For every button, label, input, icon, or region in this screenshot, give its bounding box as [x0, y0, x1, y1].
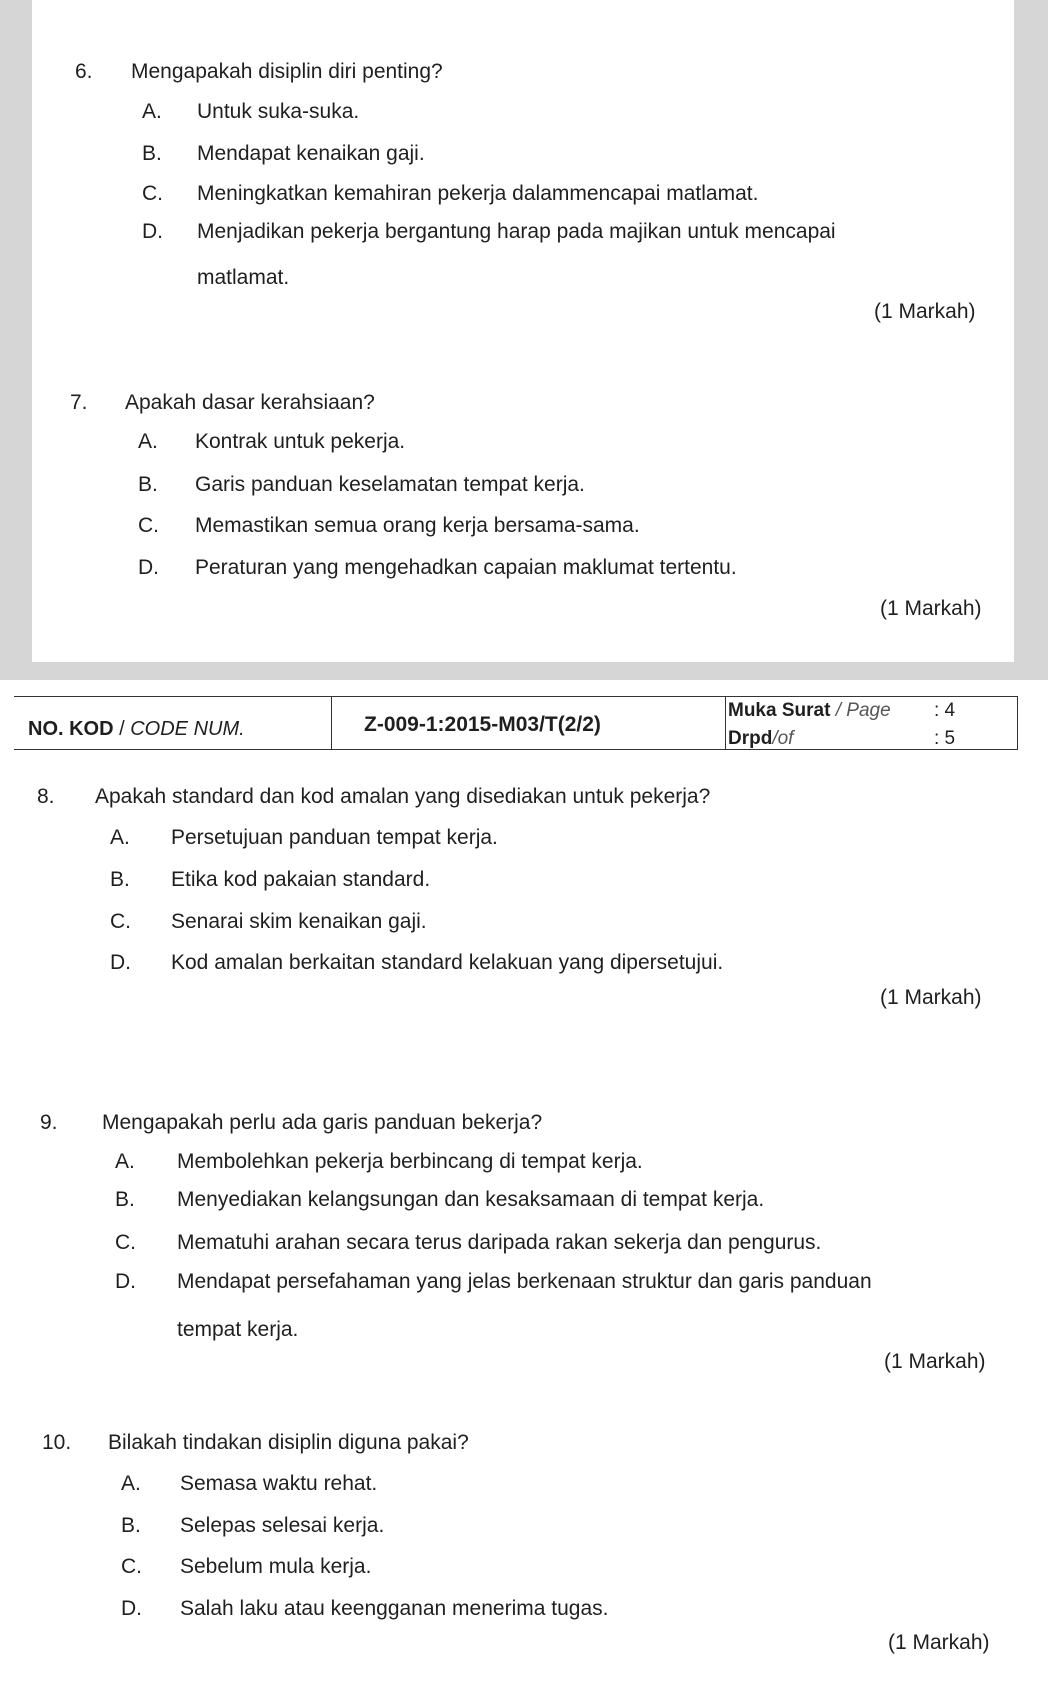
option-letter: C. [121, 1555, 142, 1578]
code-label-sep: / [113, 718, 131, 740]
question-number: 9. [40, 1111, 58, 1134]
option-text: Menyediakan kelangsungan dan kesaksamaan di tempat kerja. [177, 1188, 765, 1211]
marks-label: (1 Markah) [874, 300, 976, 323]
marks-label: (1 Markah) [880, 986, 982, 1009]
option-letter: D. [138, 556, 159, 579]
option-text: Meningkatkan kemahiran pekerja dalammencapai matlamat. [197, 182, 759, 205]
of-label-sep: / [772, 728, 778, 749]
option-letter: A. [110, 826, 130, 849]
option-letter: A. [142, 100, 162, 123]
option-letter: C. [142, 182, 163, 205]
option-letter: A. [121, 1472, 141, 1495]
question-stem: Bilakah tindakan disiplin diguna pakai? [108, 1431, 469, 1454]
option-text: Peraturan yang mengehadkan capaian maklumat tertentu. [195, 556, 737, 579]
page-label-sep: / [830, 700, 847, 721]
option-letter: D. [142, 220, 163, 243]
question-stem: Mengapakah disiplin diri penting? [131, 60, 443, 83]
option-text: Senarai skim kenaikan gaji. [171, 910, 427, 933]
option-text: Semasa waktu rehat. [180, 1472, 378, 1495]
code-label-italic: CODE NUM. [130, 718, 245, 740]
question-stem: Apakah dasar kerahsiaan? [125, 391, 375, 414]
option-text: Selepas selesai kerja. [180, 1514, 385, 1537]
option-text: Memastikan semua orang kerja bersama-sama. [195, 514, 640, 537]
option-letter: B. [121, 1514, 141, 1537]
option-letter: B. [142, 142, 162, 165]
option-letter: B. [138, 473, 158, 496]
marks-label: (1 Markah) [884, 1350, 986, 1373]
exam-page-bottom [0, 680, 1048, 1686]
option-letter: D. [121, 1597, 142, 1620]
option-letter: D. [115, 1270, 136, 1293]
option-letter: C. [138, 514, 159, 537]
page-number: : 4 [934, 700, 956, 721]
option-text: Garis panduan keselamatan tempat kerja. [195, 473, 585, 496]
option-text: Kod amalan berkaitan standard kelakuan yang dipersetujui. [171, 951, 724, 974]
page-label-italic: Page [846, 700, 891, 721]
of-label-bold: Drpd [728, 728, 773, 749]
option-text: Menjadikan pekerja bergantung harap pada majikan untuk mencapai [197, 220, 836, 243]
option-letter: C. [110, 910, 131, 933]
option-letter: C. [115, 1231, 136, 1254]
option-text: Etika kod pakaian standard. [171, 868, 431, 891]
option-d-continuation: matlamat. [197, 266, 290, 289]
option-letter: B. [115, 1188, 135, 1211]
option-text: Persetujuan panduan tempat kerja. [171, 826, 498, 849]
question-number: 6. [75, 60, 93, 83]
marks-label: (1 Markah) [880, 597, 982, 620]
option-letter: B. [110, 868, 130, 891]
option-letter: A. [115, 1150, 135, 1173]
option-text: Mematuhi arahan secara terus daripada rakan sekerja dan pengurus. [177, 1231, 822, 1254]
option-text: Mendapat persefahaman yang jelas berkenaan struktur dan garis panduan [177, 1270, 872, 1293]
question-stem: Mengapakah perlu ada garis panduan bekerja? [102, 1111, 543, 1134]
option-letter: D. [110, 951, 131, 974]
page-label-bold: Muka Surat [728, 700, 831, 721]
option-text: Kontrak untuk pekerja. [195, 430, 406, 453]
code-label-bold: NO. KOD [28, 718, 114, 740]
option-text: Membolehkan pekerja berbincang di tempat kerja. [177, 1150, 643, 1173]
question-stem: Apakah standard dan kod amalan yang disediakan untuk pekerja? [95, 785, 711, 808]
option-text: Sebelum mula kerja. [180, 1555, 372, 1578]
of-label-italic: of [777, 728, 794, 749]
total-pages: : 5 [934, 728, 956, 749]
option-letter: A. [138, 430, 158, 453]
code-num-label [28, 717, 245, 741]
of-label [728, 728, 793, 750]
option-text: Mendapat kenaikan gaji. [197, 142, 425, 165]
question-number: 10. [42, 1431, 72, 1454]
question-number: 7. [70, 391, 88, 414]
option-text: Untuk suka-suka. [197, 100, 360, 123]
code-num-value: Z-009-1:2015-M03/T(2/2) [364, 713, 601, 736]
marks-label: (1 Markah) [888, 1631, 990, 1654]
option-d-continuation: tempat kerja. [177, 1318, 299, 1341]
option-text: Salah laku atau keengganan menerima tugas. [180, 1597, 609, 1620]
page-label [728, 700, 891, 722]
question-number: 8. [37, 785, 55, 808]
